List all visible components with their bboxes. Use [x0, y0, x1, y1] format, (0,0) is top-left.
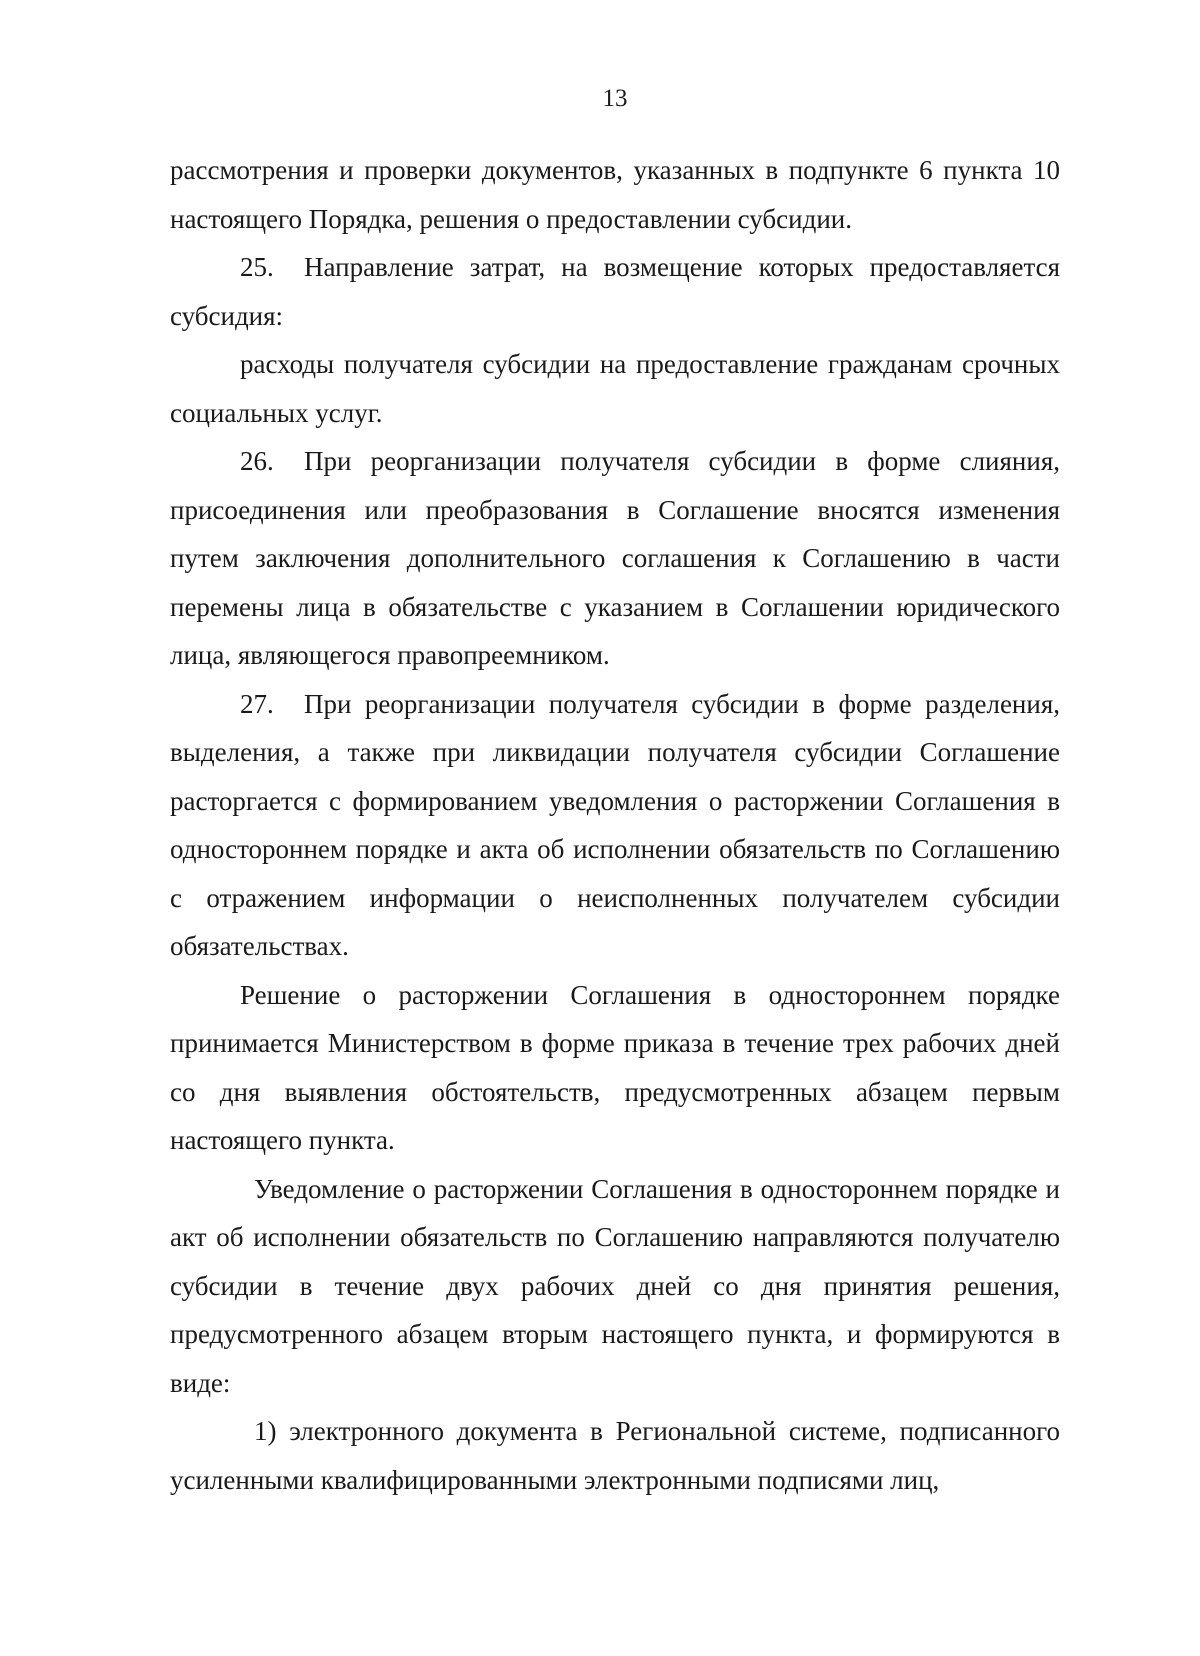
paragraph-termination-decision [170, 971, 1060, 1165]
page-number: 13 [602, 85, 628, 112]
item-number: 26. [240, 446, 274, 476]
paragraph-text: При реорганизации получателя субсидии в форме разделения, выделения, а также при ликвидации получателя субсидии Соглашение расторгается с формированием уведомления о расторжении Соглашения в одностороннем порядке и акта об исполнении обязательств по Соглашению с отражением информации о неисполненных получателем субсидии обязательствах. [170, 688, 1060, 961]
paragraph-text: 1) электронного документа в Региональной системе, подписанного усиленными квалифицированными электронными подписями лиц, [170, 1416, 1060, 1495]
paragraph-text: рассмотрения и проверки документов, указанных в подпункте 6 пункта 10 настоящего Порядка, решения о предоставлении субсидии. [170, 155, 1060, 234]
item-number: 27. [240, 688, 274, 719]
paragraph-text: расходы получателя субсидии на предоставление гражданам срочных социальных услуг. [170, 349, 1060, 428]
paragraph-notification [170, 1165, 1060, 1408]
paragraph-subitem-1 [170, 1407, 1060, 1504]
paragraph-text: Уведомление о расторжении Соглашения в одностороннем порядке и акт об исполнении обязательств по Соглашению направляются получателю субсидии в течение двух рабочих дней со дня принятия решения, предусмотренного абзацем вторым настоящего пункта, и формируются в виде: [170, 1173, 1060, 1398]
document-body [170, 146, 1060, 1504]
paragraph-item-27 [170, 680, 1060, 971]
paragraph-item-26 [170, 437, 1060, 680]
paragraph-item-25 [170, 243, 1060, 340]
paragraph-text: Решение о расторжении Соглашения в одностороннем порядке принимается Министерством в форме приказа в течение трех рабочих дней со дня выявления обстоятельств, предусмотренных абзацем первым настоящего пункта. [170, 979, 1060, 1155]
item-number: 25. [240, 252, 274, 282]
paragraph-continuation [170, 146, 1060, 243]
paragraph-text: При реорганизации получателя субсидии в форме слияния, присоединения или преобразования в Соглашение вносятся изменения путем заключения дополнительного соглашения к Соглашению в части перемены лица в обязательстве с указанием в Соглашении юридического лица, являющегося правопреемником. [170, 446, 1060, 670]
paragraph-expenses [170, 340, 1060, 437]
paragraph-text: Направление затрат, на возмещение которых предоставляется субсидия: [170, 252, 1060, 331]
